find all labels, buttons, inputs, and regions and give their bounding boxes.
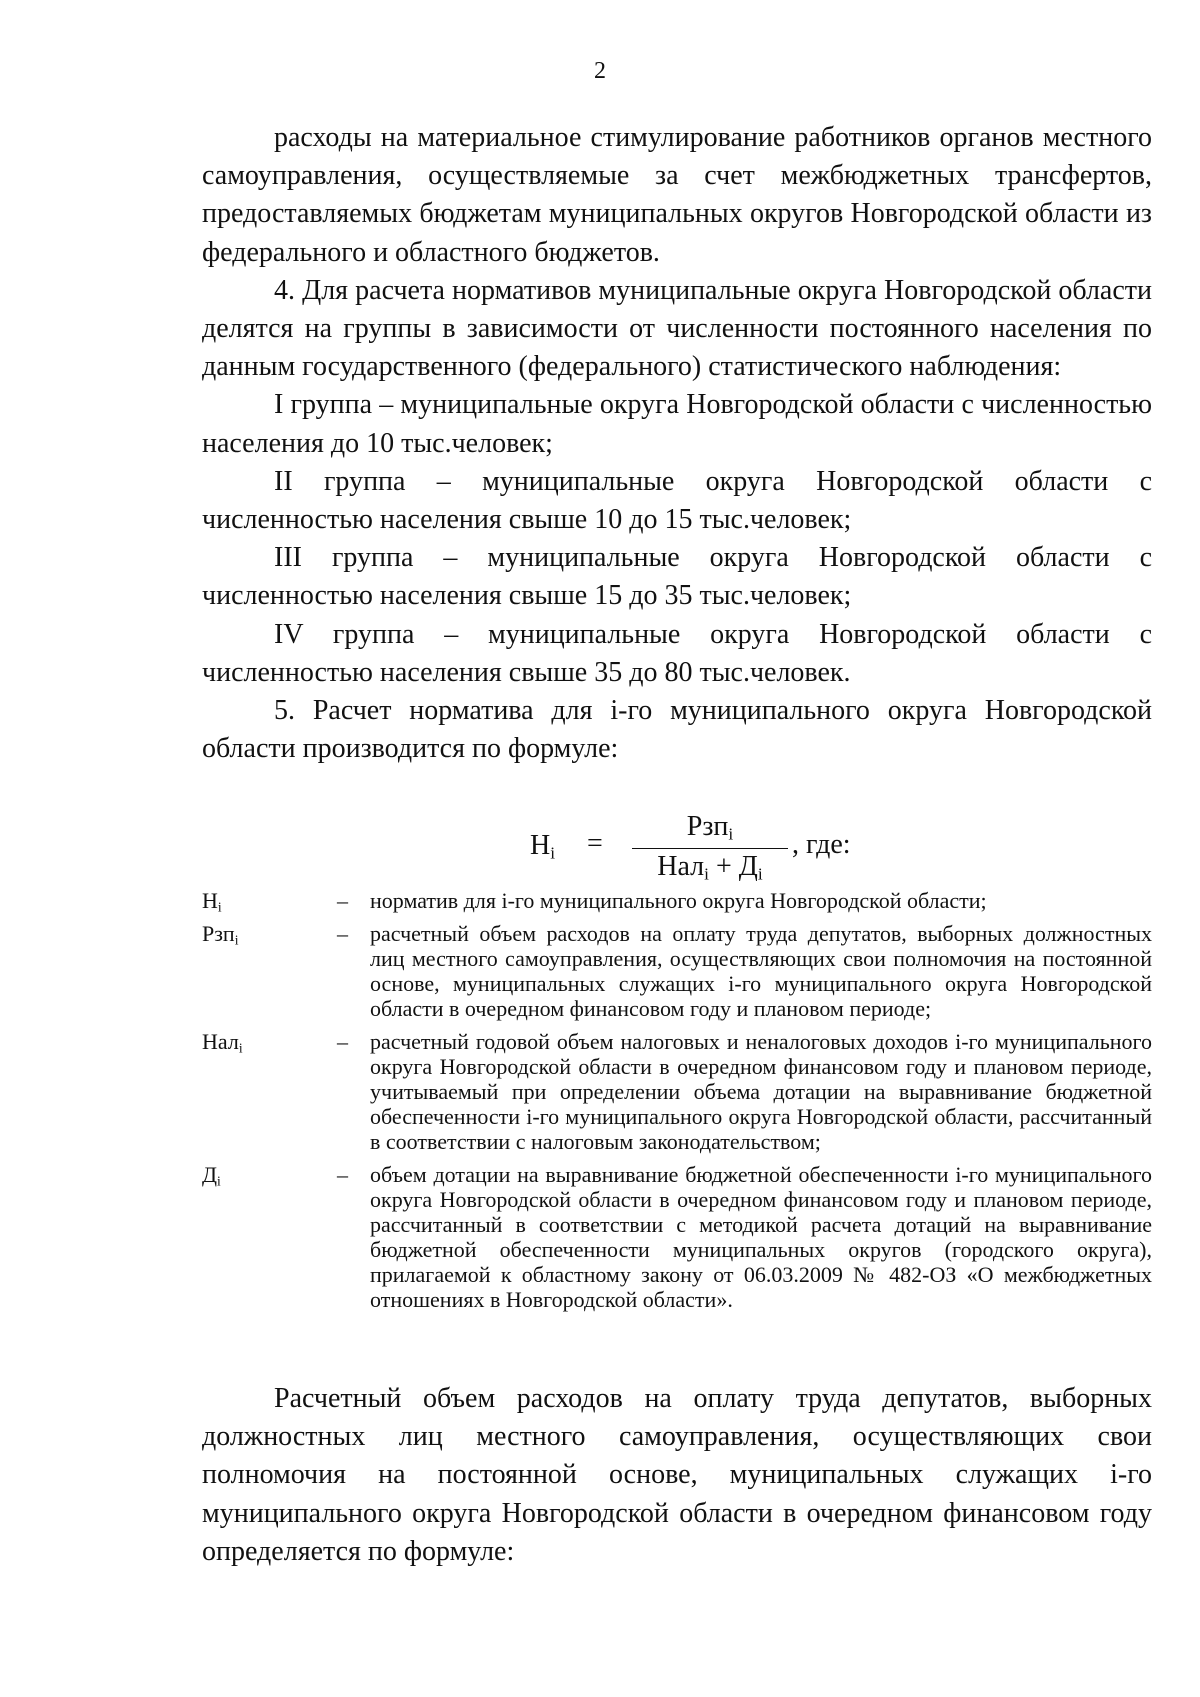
definitions-list xyxy=(202,888,1152,1320)
norm-formula xyxy=(530,811,930,884)
formula-where: , где: xyxy=(792,829,851,860)
paragraph-salary-volume: Расчетный объем расходов на оплату труда депутатов, выборных должностных лиц местного самоуправления, осуществляющих свои полномочия на постоянной основе, муниципальных служащих i-го муниципального округа Новгородской области в очередном финансовом году определяется по формуле: xyxy=(202,1383,1152,1567)
definition-item xyxy=(202,921,1152,1021)
paragraph-formula-intro: 5. Расчет норматива для i-го муниципального округа Новгородской области производится по формуле: xyxy=(202,695,1152,765)
definition-dash: – xyxy=(337,921,348,946)
top-text-block xyxy=(202,119,1152,768)
paragraph-groups-intro: 4. Для расчета нормативов муниципальные округа Новгородской области делятся на группы в зависимости от численности постоянного населения по данным государственного (федерального) статистического наблюдения: xyxy=(202,274,1152,383)
definition-dash: – xyxy=(337,1029,348,1054)
definition-item xyxy=(202,1029,1152,1154)
definition-symbol: Нал$_i$ xyxy=(202,1029,243,1056)
definition-item xyxy=(202,888,1152,913)
definition-symbol: Рзп$_i$ xyxy=(202,921,239,948)
paragraph-group-1: I группа – муниципальные округа Новгородской области с численностью населения до 10 тыс.человек; xyxy=(202,389,1152,459)
definition-text: объем дотации на выравнивание бюджетной обеспеченности i-го муниципального округа Новгородской области в очередном финансовом году и плановом периоде, рассчитанный в соответствии с методикой расчета дотаций на выравнивание бюджетной обеспеченности муниципальных округов (городского округа), прилагаемой к областному закону от 06.03.2009 № 482-ОЗ «О межбюджетных отношениях в Новгородской области». xyxy=(370,1162,1152,1312)
bottom-text-block xyxy=(202,1380,1152,1571)
paragraph-group-4: IV группа – муниципальные округа Новгородской области с численностью населения свыше 35 до 80 тыс.человек. xyxy=(202,618,1152,688)
formula-numerator: Рзп$_i$ xyxy=(686,811,734,844)
definition-dash: – xyxy=(337,1162,348,1187)
formula-denominator: $Нал_i + Д_i$ xyxy=(657,851,763,884)
definition-text: норматив для i-го муниципального округа Новгородской области; xyxy=(370,888,987,913)
definition-text: расчетный объем расходов на оплату труда депутатов, выборных должностных лиц местного самоуправления, осуществляющих свои полномочия на постоянной основе, муниципальных служащих i-го муниципального округа Новгородской области в очередном финансовом году и плановом периоде; xyxy=(370,921,1152,1021)
definition-dash: – xyxy=(337,888,348,913)
definition-text: расчетный годовой объем налоговых и неналоговых доходов i-го муниципального округа Новгородской области в очередном финансовом году и плановом периоде, учитываемый при определении объема дотации на выравнивание бюджетной обеспеченности i-го муниципального округа Новгородской области, рассчитанный в соответствии с налоговым законодательством; xyxy=(370,1029,1152,1154)
fraction-bar xyxy=(632,848,788,849)
definition-item xyxy=(202,1162,1152,1312)
definition-symbol: $Д_i$ xyxy=(202,1162,221,1189)
paragraph-group-3: III группа – муниципальные округа Новгородской области с численностью населения свыше 15 до 35 тыс.человек; xyxy=(202,542,1152,612)
paragraph-group-2: II группа – муниципальные округа Новгородской области с численностью населения свыше 10 до 15 тыс.человек; xyxy=(202,465,1152,536)
page-number: 2 xyxy=(594,58,606,84)
paragraph-expenses: расходы на материальное стимулирование работников органов местного самоуправления, осуществляемые за счет межбюджетных трансфертов, предоставляемых бюджетам муниципальных округов Новгородской области из федерального и областного бюджетов. xyxy=(202,122,1152,268)
formula-equals: = xyxy=(587,828,603,859)
definition-symbol: $Н_i$ xyxy=(202,888,222,915)
formula-lhs: $Н_i$ xyxy=(530,830,556,863)
